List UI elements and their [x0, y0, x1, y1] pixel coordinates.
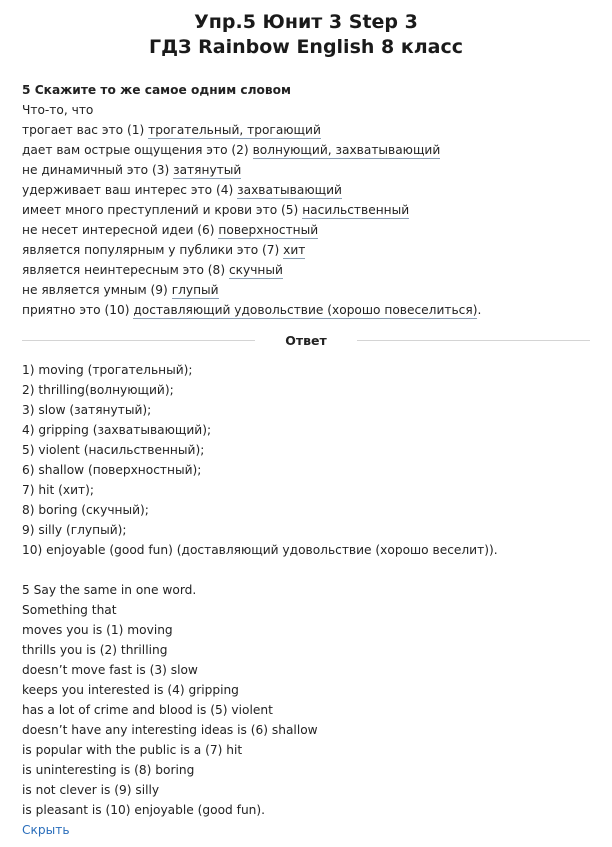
- exercise-suffix: .: [477, 303, 482, 317]
- answer-line: 2) thrilling(волнующий);: [22, 383, 174, 397]
- answer-line: 6) shallow (поверхностный);: [22, 463, 202, 477]
- page-title: [0, 0, 612, 60]
- exercise-prompt: не несет интересной идеи (6): [22, 223, 219, 237]
- english-line: 5 Say the same in one word.: [22, 583, 197, 597]
- english-line: doesn’t move fast is (3) slow: [22, 663, 198, 677]
- english-line: thrills you is (2) thrilling: [22, 643, 168, 657]
- english-lines: [22, 580, 597, 820]
- exercise-prompt: удерживает ваш интерес это (4): [22, 183, 238, 197]
- answer-line: 3) slow (затянутый);: [22, 403, 152, 417]
- exercise-prompt: является неинтересным это (8): [22, 263, 229, 277]
- english-line: doesn’t have any interesting ideas is (6) shallow: [22, 723, 318, 737]
- english-line: has a lot of crime and blood is (5) violent: [22, 703, 273, 717]
- exercise-answer: трогательный, трогающий: [148, 123, 321, 137]
- exercise-answer: волнующий, захватывающий: [252, 143, 441, 157]
- answer-line: 5) violent (насильственный);: [22, 443, 205, 457]
- exercise-answer: насильственный: [302, 203, 410, 217]
- exercise-answer: захватывающий: [237, 183, 342, 197]
- answer-label: Ответ: [285, 332, 327, 348]
- exercise-prompt: не является умным (9): [22, 283, 172, 297]
- exercise-answer: доставляющий удовольствие (хорошо повеселиться): [133, 303, 478, 317]
- exercise-answer: скучный: [228, 263, 283, 277]
- exercise-line: [22, 120, 597, 140]
- exercise-prompt: является популярным у публики это (7): [22, 243, 284, 257]
- answer-line: 9) silly (глупый);: [22, 523, 127, 537]
- answer-line: 8) boring (скучный);: [22, 503, 149, 517]
- exercise-intro: Что-то, что: [22, 103, 94, 117]
- english-block: [22, 580, 597, 840]
- exercise-line: [22, 220, 597, 240]
- exercise-line: [22, 280, 597, 300]
- exercise-prompt: не динамичный это (3): [22, 163, 174, 177]
- exercise-answer: поверхностный: [218, 223, 319, 237]
- exercise-prompt: трогает вас это (1): [22, 123, 149, 137]
- title-line-2: ГДЗ Rainbow English 8 класс: [148, 36, 464, 58]
- exercise-answer: глупый: [171, 283, 219, 297]
- exercise-line: [22, 260, 597, 280]
- exercise-line: [22, 300, 597, 320]
- divider-line-right: [357, 340, 590, 341]
- exercise-line: [22, 180, 597, 200]
- exercise-prompt: имеет много преступлений и крови это (5): [22, 203, 303, 217]
- english-line: keeps you interested is (4) gripping: [22, 683, 239, 697]
- exercise-line: [22, 200, 597, 220]
- exercise-block: [22, 80, 597, 320]
- exercise-prompt: дает вам острые ощущения это (2): [22, 143, 253, 157]
- answer-line: 4) gripping (захватывающий);: [22, 423, 212, 437]
- english-line: is pleasant is (10) enjoyable (good fun).: [22, 803, 266, 817]
- english-line: is popular with the public is a (7) hit: [22, 743, 243, 757]
- exercise-line: [22, 160, 597, 180]
- answer-line: 10) enjoyable (good fun) (доставляющий удовольствие (хорошо веселит)).: [22, 543, 498, 557]
- hide-link[interactable]: Скрыть: [22, 823, 70, 837]
- exercise-items: [22, 120, 597, 320]
- exercise-line: [22, 140, 597, 160]
- english-line: Something that: [22, 603, 117, 617]
- exercise-heading: 5 Скажите то же самое одним словом: [22, 83, 291, 97]
- exercise-answer: хит: [283, 243, 306, 257]
- english-line: is uninteresting is (8) boring: [22, 763, 195, 777]
- answer-line: 1) moving (трогательный);: [22, 363, 193, 377]
- title-line-1: Упр.5 Юнит 3 Step 3: [194, 11, 418, 33]
- answer-list: [22, 360, 597, 560]
- english-line: is not clever is (9) silly: [22, 783, 160, 797]
- answer-divider: [22, 330, 590, 350]
- divider-line-left: [22, 340, 255, 341]
- exercise-prompt: приятно это (10): [22, 303, 134, 317]
- english-line: moves you is (1) moving: [22, 623, 173, 637]
- exercise-answer: затянутый: [173, 163, 242, 177]
- exercise-line: [22, 240, 597, 260]
- answer-line: 7) hit (хит);: [22, 483, 94, 497]
